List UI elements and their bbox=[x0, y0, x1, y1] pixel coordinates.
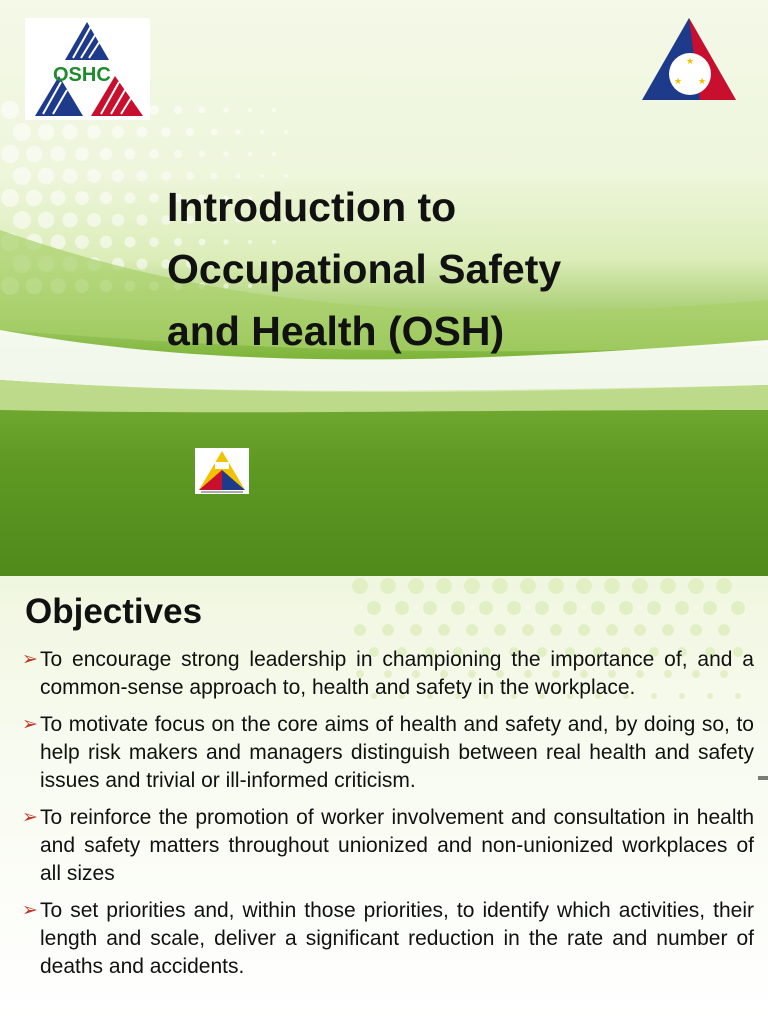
list-item bbox=[22, 646, 754, 702]
oshc-logo bbox=[25, 18, 150, 120]
decor-dot bbox=[423, 601, 437, 615]
decor-dot bbox=[380, 578, 396, 594]
safety-triangle-logo-icon bbox=[195, 448, 249, 494]
decor-dot bbox=[731, 601, 745, 615]
decor-dot bbox=[410, 624, 422, 636]
svg-text:★: ★ bbox=[697, 77, 707, 87]
decor-dot bbox=[662, 624, 674, 636]
decor-dot bbox=[660, 578, 676, 594]
decor-dot bbox=[716, 578, 732, 594]
title-line-3: and Health (OSH) bbox=[167, 308, 505, 354]
decor-dot bbox=[619, 601, 633, 615]
arrow-bullet-icon: ➢ bbox=[22, 649, 38, 670]
decor-dot bbox=[606, 624, 618, 636]
decor-dot bbox=[548, 578, 564, 594]
arrow-bullet-icon: ➢ bbox=[22, 807, 38, 828]
decor-dot bbox=[507, 601, 521, 615]
objectives-heading: Objectives bbox=[25, 592, 203, 631]
decor-dot bbox=[494, 624, 506, 636]
objective-text-1: To encourage strong leadership in championing the importance of, and a common-sense approach to, health and safety in the workplace. bbox=[40, 648, 754, 699]
oshc-logo-text: OSHC bbox=[53, 64, 111, 86]
list-item bbox=[22, 804, 754, 888]
decor-dot bbox=[438, 624, 450, 636]
decor-dot bbox=[466, 624, 478, 636]
decor-dot bbox=[718, 624, 730, 636]
slide-title bbox=[167, 176, 727, 362]
decor-dot bbox=[578, 624, 590, 636]
decor-dot bbox=[492, 578, 508, 594]
decor-dot bbox=[464, 578, 480, 594]
decor-dot bbox=[688, 578, 704, 594]
list-item bbox=[22, 897, 754, 981]
objective-text-4: To set priorities and, within those priorities, to identify which activities, their length and scale, deliver a significant reduction in the rate and number of deaths and accidents. bbox=[40, 899, 754, 978]
decor-dot bbox=[535, 601, 549, 615]
objectives-list bbox=[22, 646, 754, 990]
decor-dot bbox=[703, 601, 717, 615]
decor-dot bbox=[563, 601, 577, 615]
decor-dot bbox=[550, 624, 562, 636]
title-line-2: Occupational Safety bbox=[167, 246, 562, 292]
decor-dot bbox=[634, 624, 646, 636]
list-item bbox=[22, 711, 754, 795]
decor-dot bbox=[436, 578, 452, 594]
decor-dot bbox=[690, 624, 702, 636]
decor-dot bbox=[522, 624, 534, 636]
objective-text-2: To motivate focus on the core aims of health and safety and, by doing so, to help risk makers and managers distinguish between real health and safety issues and trivial or ill-informed criticism. bbox=[40, 713, 754, 792]
decor-dot bbox=[576, 578, 592, 594]
decor-dot bbox=[354, 624, 366, 636]
objective-text-3: To reinforce the promotion of worker involvement and consultation in health and safety matters throughout unionized and non-unionized workplaces of all sizes bbox=[40, 806, 754, 885]
side-scroll-mark bbox=[758, 776, 768, 780]
decor-dot bbox=[591, 601, 605, 615]
decor-dot bbox=[395, 601, 409, 615]
arrow-bullet-icon: ➢ bbox=[22, 900, 38, 921]
decor-dot bbox=[647, 601, 661, 615]
decor-dot bbox=[520, 578, 536, 594]
decor-dot bbox=[675, 601, 689, 615]
decor-dot bbox=[352, 578, 368, 594]
decor-dot bbox=[451, 601, 465, 615]
dole-seal-icon bbox=[640, 16, 738, 104]
objectives-slide bbox=[0, 576, 768, 1024]
title-line-1: Introduction to bbox=[167, 184, 457, 230]
decor-dot bbox=[632, 578, 648, 594]
decor-dot bbox=[479, 601, 493, 615]
svg-text:★: ★ bbox=[685, 57, 695, 67]
decor-dot bbox=[604, 578, 620, 594]
decor-dot bbox=[408, 578, 424, 594]
svg-text:★: ★ bbox=[673, 77, 683, 87]
arrow-bullet-icon: ➢ bbox=[22, 714, 38, 735]
decor-dot bbox=[382, 624, 394, 636]
decor-dot bbox=[367, 601, 381, 615]
